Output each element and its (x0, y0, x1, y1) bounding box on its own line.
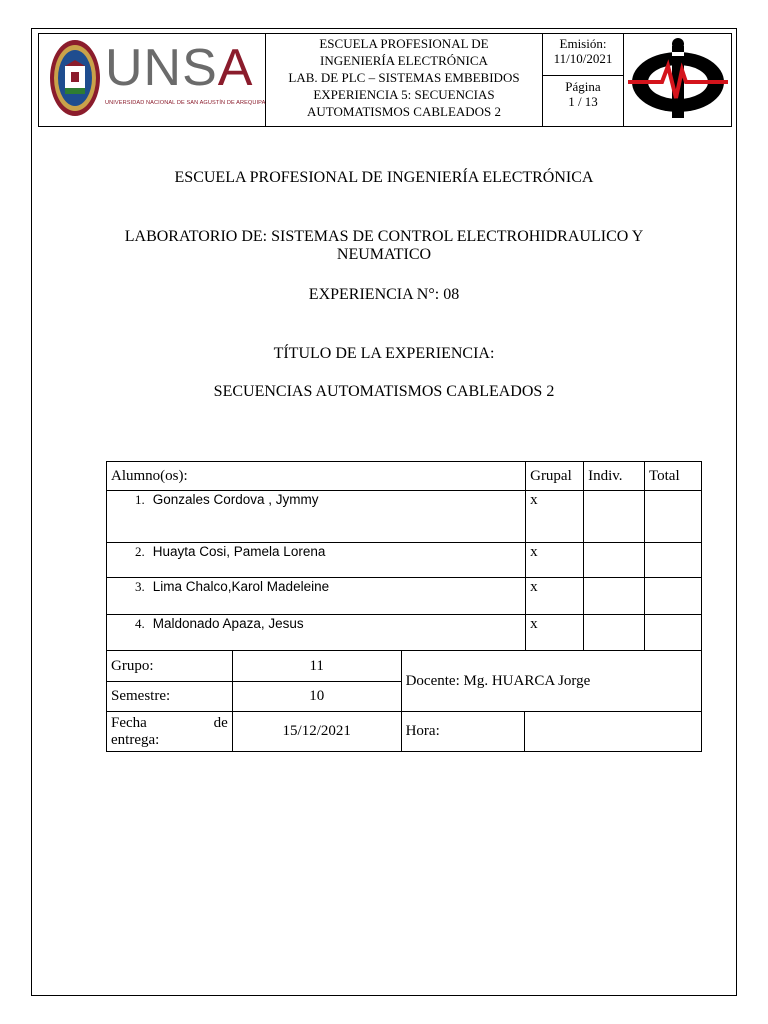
emission-label: Emisión: (559, 36, 607, 51)
document-header (38, 33, 732, 127)
unsa-wordmark: UNSA (105, 39, 254, 97)
info-table (106, 650, 702, 752)
total-header: Total (645, 462, 702, 491)
school-name: ESCUELA PROFESIONAL DE INGENIERÍA ELECTRÓNICA (174, 169, 594, 186)
grupal-mark: x (526, 578, 584, 615)
table-row (107, 712, 702, 752)
student-cell (107, 615, 526, 651)
lab-name-line-2: NEUMATICO (336, 246, 432, 263)
grupo-label: Grupo: (107, 651, 233, 682)
unsa-caption: UNIVERSIDAD NACIONAL DE SAN AGUSTÍN DE AREQUIPA (105, 100, 266, 106)
header-title-line: ESCUELA PROFESIONAL DE (319, 36, 489, 51)
grupo-value: 11 (232, 651, 401, 682)
total-cell (645, 491, 702, 543)
hora-value (525, 712, 702, 752)
grupal-mark: x (526, 491, 584, 543)
header-title (266, 34, 543, 126)
student-number: 3. (135, 579, 145, 594)
indiv-cell (584, 543, 645, 578)
table-row (107, 491, 702, 543)
student-name: Gonzales Cordova , Jymmy (152, 492, 319, 507)
fecha-label-word: Fecha (111, 714, 147, 731)
emission-date: 11/10/2021 (553, 51, 613, 66)
student-name: Maldonado Apaza, Jesus (152, 616, 304, 631)
indiv-header: Indiv. (584, 462, 645, 491)
lab-name-line-1: LABORATORIO DE: SISTEMAS DE CONTROL ELECTROHIDRAULICO Y (124, 228, 644, 245)
indiv-cell (584, 578, 645, 615)
grupal-header: Grupal (526, 462, 584, 491)
total-cell (645, 543, 702, 578)
docente: Docente: Mg. HUARCA Jorge (401, 651, 701, 712)
student-name: Lima Chalco,Karol Madeleine (152, 579, 330, 594)
hora-label: Hora: (401, 712, 525, 752)
page-label: Página (565, 79, 601, 94)
header-title-line: AUTOMATISMOS CABLEADOS 2 (306, 104, 502, 119)
unsa-seal-icon (49, 38, 101, 118)
student-number: 2. (135, 544, 145, 559)
fecha-value: 15/12/2021 (232, 712, 401, 752)
table-header-row (107, 462, 702, 491)
header-title-line: LAB. DE PLC – SISTEMAS EMBEBIDOS (288, 70, 520, 85)
fecha-label-word: de (213, 714, 228, 731)
header-meta (543, 34, 624, 126)
electronics-logo-icon (628, 36, 728, 124)
title-label: TÍTULO DE LA EXPERIENCIA: (273, 345, 495, 362)
semestre-label: Semestre: (107, 682, 233, 712)
header-title-line: INGENIERÍA ELECTRÓNICA (320, 53, 488, 68)
header-title-line: EXPERIENCIA 5: SECUENCIAS (313, 87, 495, 102)
semestre-value: 10 (232, 682, 401, 712)
total-cell (645, 615, 702, 651)
table-row (107, 578, 702, 615)
grupal-mark: x (526, 543, 584, 578)
page-block (543, 78, 623, 126)
experience-number: EXPERIENCIA N°: 08 (308, 286, 460, 303)
student-number: 1. (135, 492, 145, 507)
students-table (106, 461, 702, 651)
department-logo (624, 34, 731, 126)
student-cell (107, 578, 526, 615)
indiv-cell (584, 615, 645, 651)
table-row (107, 651, 702, 682)
unsa-logo (39, 34, 266, 126)
student-number: 4. (135, 616, 145, 631)
grupal-mark: x (526, 615, 584, 651)
page-number: 1 / 13 (568, 94, 598, 109)
indiv-cell (584, 491, 645, 543)
emission-block (543, 34, 623, 76)
table-row (107, 615, 702, 651)
fecha-label (107, 712, 233, 752)
student-cell (107, 543, 526, 578)
title-value: SECUENCIAS AUTOMATISMOS CABLEADOS 2 (213, 383, 555, 400)
student-name: Huayta Cosi, Pamela Lorena (152, 544, 326, 559)
alumnos-header: Alumno(os): (107, 462, 526, 491)
student-cell (107, 491, 526, 543)
total-cell (645, 578, 702, 615)
table-row (107, 543, 702, 578)
fecha-label-word: entrega: (111, 731, 160, 748)
